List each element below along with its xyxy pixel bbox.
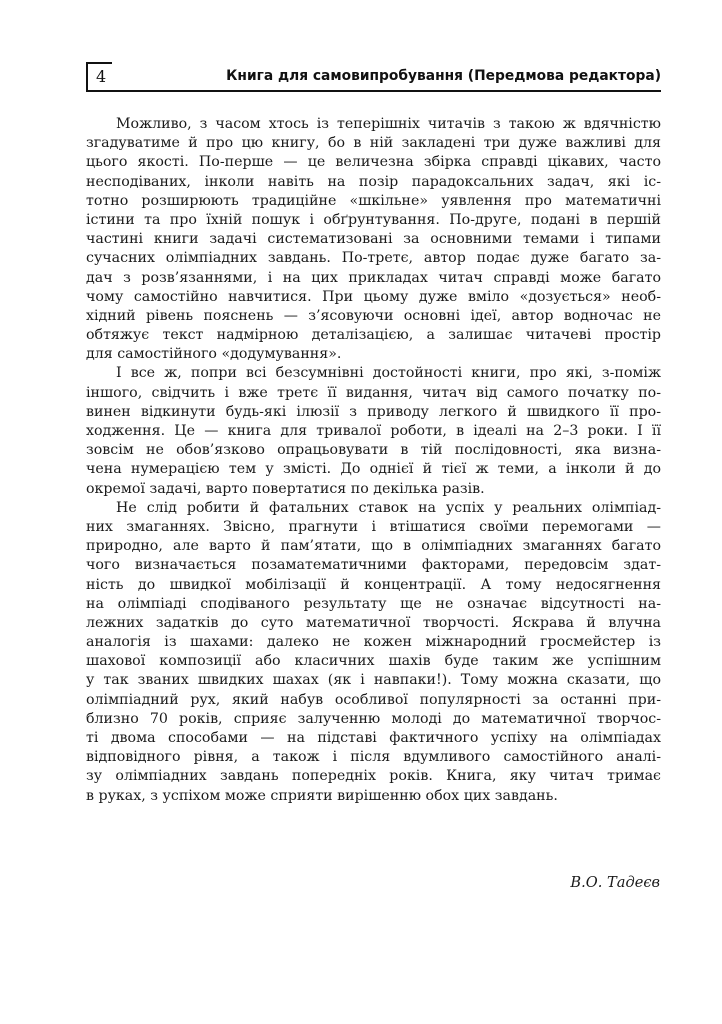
text-line: чена нумерацією тем у змісті. До однієї й тієї ж теми, а інколи й до — [86, 461, 661, 478]
paragraph — [86, 499, 661, 806]
text-line: тотно розширюють традиційне «шкільне» уявлення про математичні — [86, 192, 661, 209]
text-line: зовсім не обов’язково опрацьовувати в тій послідовності, яка визна- — [86, 442, 661, 459]
text-line: близно 70 років, сприяє залученню молоді до математичної творчос- — [86, 710, 661, 727]
text-line: частині книги задачі систематизовані за основними темами і типами — [86, 231, 661, 248]
text-line: несподіваних, інколи навіть на позір парадоксальних задач, які іс- — [86, 173, 661, 190]
text-line: в руках, з успіхом може сприяти вирішенню обох цих завдань. — [86, 787, 558, 804]
paragraph — [86, 115, 661, 364]
paragraph — [86, 364, 661, 498]
text-line: обтяжує текст надмірною деталізацією, а залишає читачеві простір — [86, 327, 661, 344]
text-line: аналогія із шахами: далеко не кожен міжнародний гросмейстер із — [86, 634, 661, 651]
running-header — [86, 62, 661, 92]
running-title: Книга для самовипробування (Передмова редактора) — [226, 68, 661, 84]
text-line: шахової композиції або класичних шахів буде таким же успішним — [86, 653, 661, 670]
text-line: винен відкинути будь-які ілюзії з приводу легкого й швидкого її про- — [86, 403, 661, 420]
text-line: сучасних олімпіадних завдань. По-третє, автор подає дуже багато за- — [86, 250, 661, 267]
text-line: у так званих швидких шахах (як і навпаки!). Тому можна сказати, що — [86, 672, 661, 689]
text-line: на олімпіаді сподіваного результату ще не означає відсутності на- — [86, 595, 661, 612]
text-line: них змаганнях. Звісно, прагнути і втішатися своїми перемогами — — [86, 518, 661, 535]
text-line: відповідного рівня, а також і після вдумливого самостійного аналі- — [86, 749, 661, 766]
text-line: чому самостійно навчитися. При цьому дуже вміло «дозується» необ- — [86, 288, 661, 305]
text-line: для самостійного «додумування». — [86, 346, 342, 363]
text-line: ті двома способами — на підставі фактичного успіху на олімпіадах — [86, 730, 661, 746]
text-line: іншого, свідчить і вже третє її видання, читач від самого початку по- — [86, 384, 661, 401]
text-line: чого визначається позаматематичними факторами, передовсім здат- — [86, 557, 661, 574]
page-number: 4 — [96, 67, 107, 86]
text-line: ність до швидкої мобілізації й концентрації. А тому недосягнення — [86, 576, 661, 593]
text-line: Не слід робити й фатальних ставок на успіх у реальних олімпіад- — [116, 499, 661, 516]
text-line: хідний рівень пояснень — з’ясовуючи основні ідеї, автор водночас не — [86, 307, 661, 324]
text-line: окремої задачі, варто повертатися по декілька разів. — [86, 480, 485, 497]
text-line: І все ж, попри всі безсумнівні достойності книги, про які, з-поміж — [116, 365, 661, 382]
text-line: природно, але варто й пам’ятати, що в олімпіадних змаганнях багато — [86, 538, 661, 555]
text-line: цього якості. По-перше — це величезна збірка справді цікавих, часто — [86, 154, 661, 171]
author-signature: В.О. Тадеєв — [570, 874, 660, 891]
text-line: Можливо, з часом хтось із теперішніх читачів з такою ж вдячністю — [116, 116, 661, 132]
text-line: олімпіадний рух, який набув особливої популярності за останні при- — [86, 691, 661, 708]
header-rule — [86, 90, 661, 92]
text-line: згадуватиме й про цю книгу, бо в ній закладені три дуже важливі для — [86, 135, 661, 152]
text-line: зу олімпіадних завдань попередніх років. Книга, яку читач тримає — [86, 768, 661, 785]
text-line: ходження. Це — книга для тривалої роботи, в ідеалі на 2–3 роки. І її — [86, 423, 661, 439]
text-line: дач з розв’язаннями, і на цих прикладах читач справді може багато — [86, 269, 661, 286]
text-line: істини та про їхній пошук і обґрунтування. По-друге, подані в першій — [86, 211, 661, 228]
preface-text — [86, 115, 661, 806]
text-line: лежних задатків до суто математичної творчості. Яскрава й влучна — [86, 614, 661, 631]
